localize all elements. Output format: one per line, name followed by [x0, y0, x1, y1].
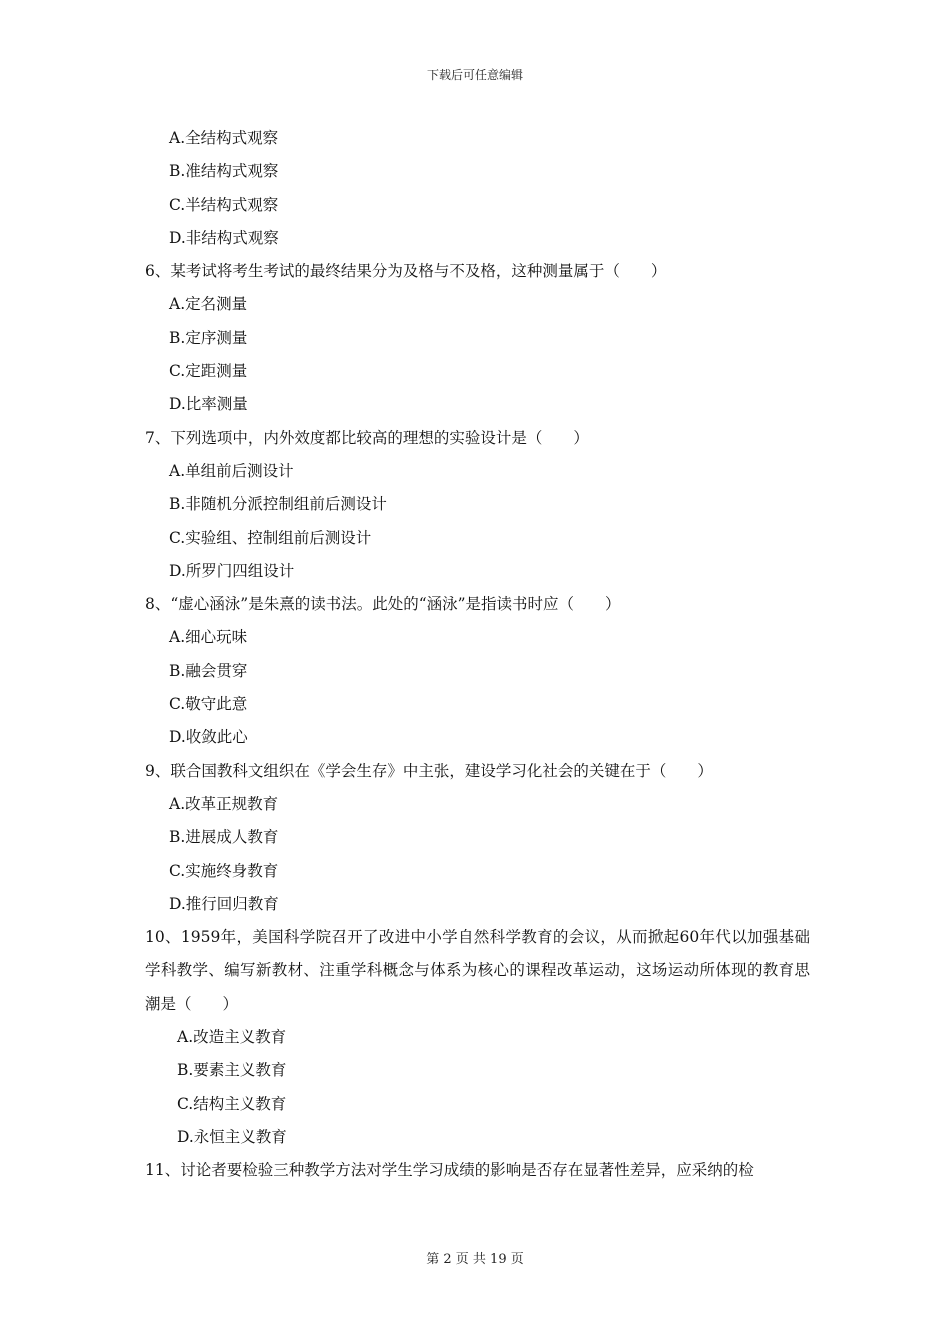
- page-number: 第 2 页 共 19 页: [426, 1252, 524, 1267]
- option-a: A.细心玩味: [169, 628, 248, 647]
- option-b: B.定序测量: [169, 328, 248, 347]
- question-stem: 10、1959年，美国科学院召开了改进中小学自然科学教育的会议，从而掀起60年代以加强基础学科教学、编写新教材、注重学科概念与体系为核心的课程改革运动，这场运动所体现的教育思潮是（ ）: [145, 928, 810, 1013]
- option-c: C.定距测量: [169, 362, 248, 381]
- option-a: A.改革正规教育: [169, 794, 279, 813]
- option-b: B.非随机分派控制组前后测设计: [169, 495, 387, 514]
- option-d: D.永恒主义教育: [177, 1127, 287, 1146]
- option-a: A.改造主义教育: [177, 1028, 287, 1047]
- option-d: D.推行回归教育: [169, 894, 279, 913]
- option-a: A.全结构式观察: [169, 129, 279, 147]
- page-header: 下载后可任意编辑: [426, 68, 523, 82]
- option-c: C.实验组、控制组前后测设计: [169, 528, 372, 547]
- option-c: C.敬守此意: [169, 695, 248, 714]
- option-d: D.收敛此心: [169, 728, 248, 747]
- option-a: A.定名测量: [169, 295, 248, 314]
- document-body: [145, 122, 810, 1188]
- option-c: C.实施终身教育: [169, 861, 279, 880]
- option-b: B.要素主义教育: [177, 1061, 287, 1080]
- option-b: B.融会贯穿: [169, 661, 248, 680]
- question-stem: 7、下列选项中，内外效度都比较高的理想的实验设计是（ ）: [145, 428, 589, 447]
- option-b: B.进展成人教育: [169, 828, 279, 847]
- question-stem: 11、讨论者要检验三种教学方法对学生学习成绩的影响是否存在显著性差异，应采纳的检: [145, 1161, 754, 1180]
- question-stem: 6、某考试将考生考试的最终结果分为及格与不及格，这种测量属于（ ）: [145, 262, 667, 281]
- question-stem: 8、“虚心涵泳”是朱熹的读书法。此处的“涵泳”是指读书时应（ ）: [145, 595, 621, 614]
- option-c: C.半结构式观察: [169, 195, 279, 214]
- option-c: C.结构主义教育: [177, 1094, 287, 1113]
- option-a: A.单组前后测设计: [169, 461, 294, 480]
- option-d: D.比率测量: [169, 395, 248, 414]
- question-stem: 9、联合国教科文组织在《学会生存》中主张，建设学习化社会的关键在于（ ）: [145, 761, 713, 780]
- option-b: B.准结构式观察: [169, 162, 279, 181]
- option-d: D.所罗门四组设计: [169, 561, 295, 580]
- option-d: D.非结构式观察: [169, 228, 279, 247]
